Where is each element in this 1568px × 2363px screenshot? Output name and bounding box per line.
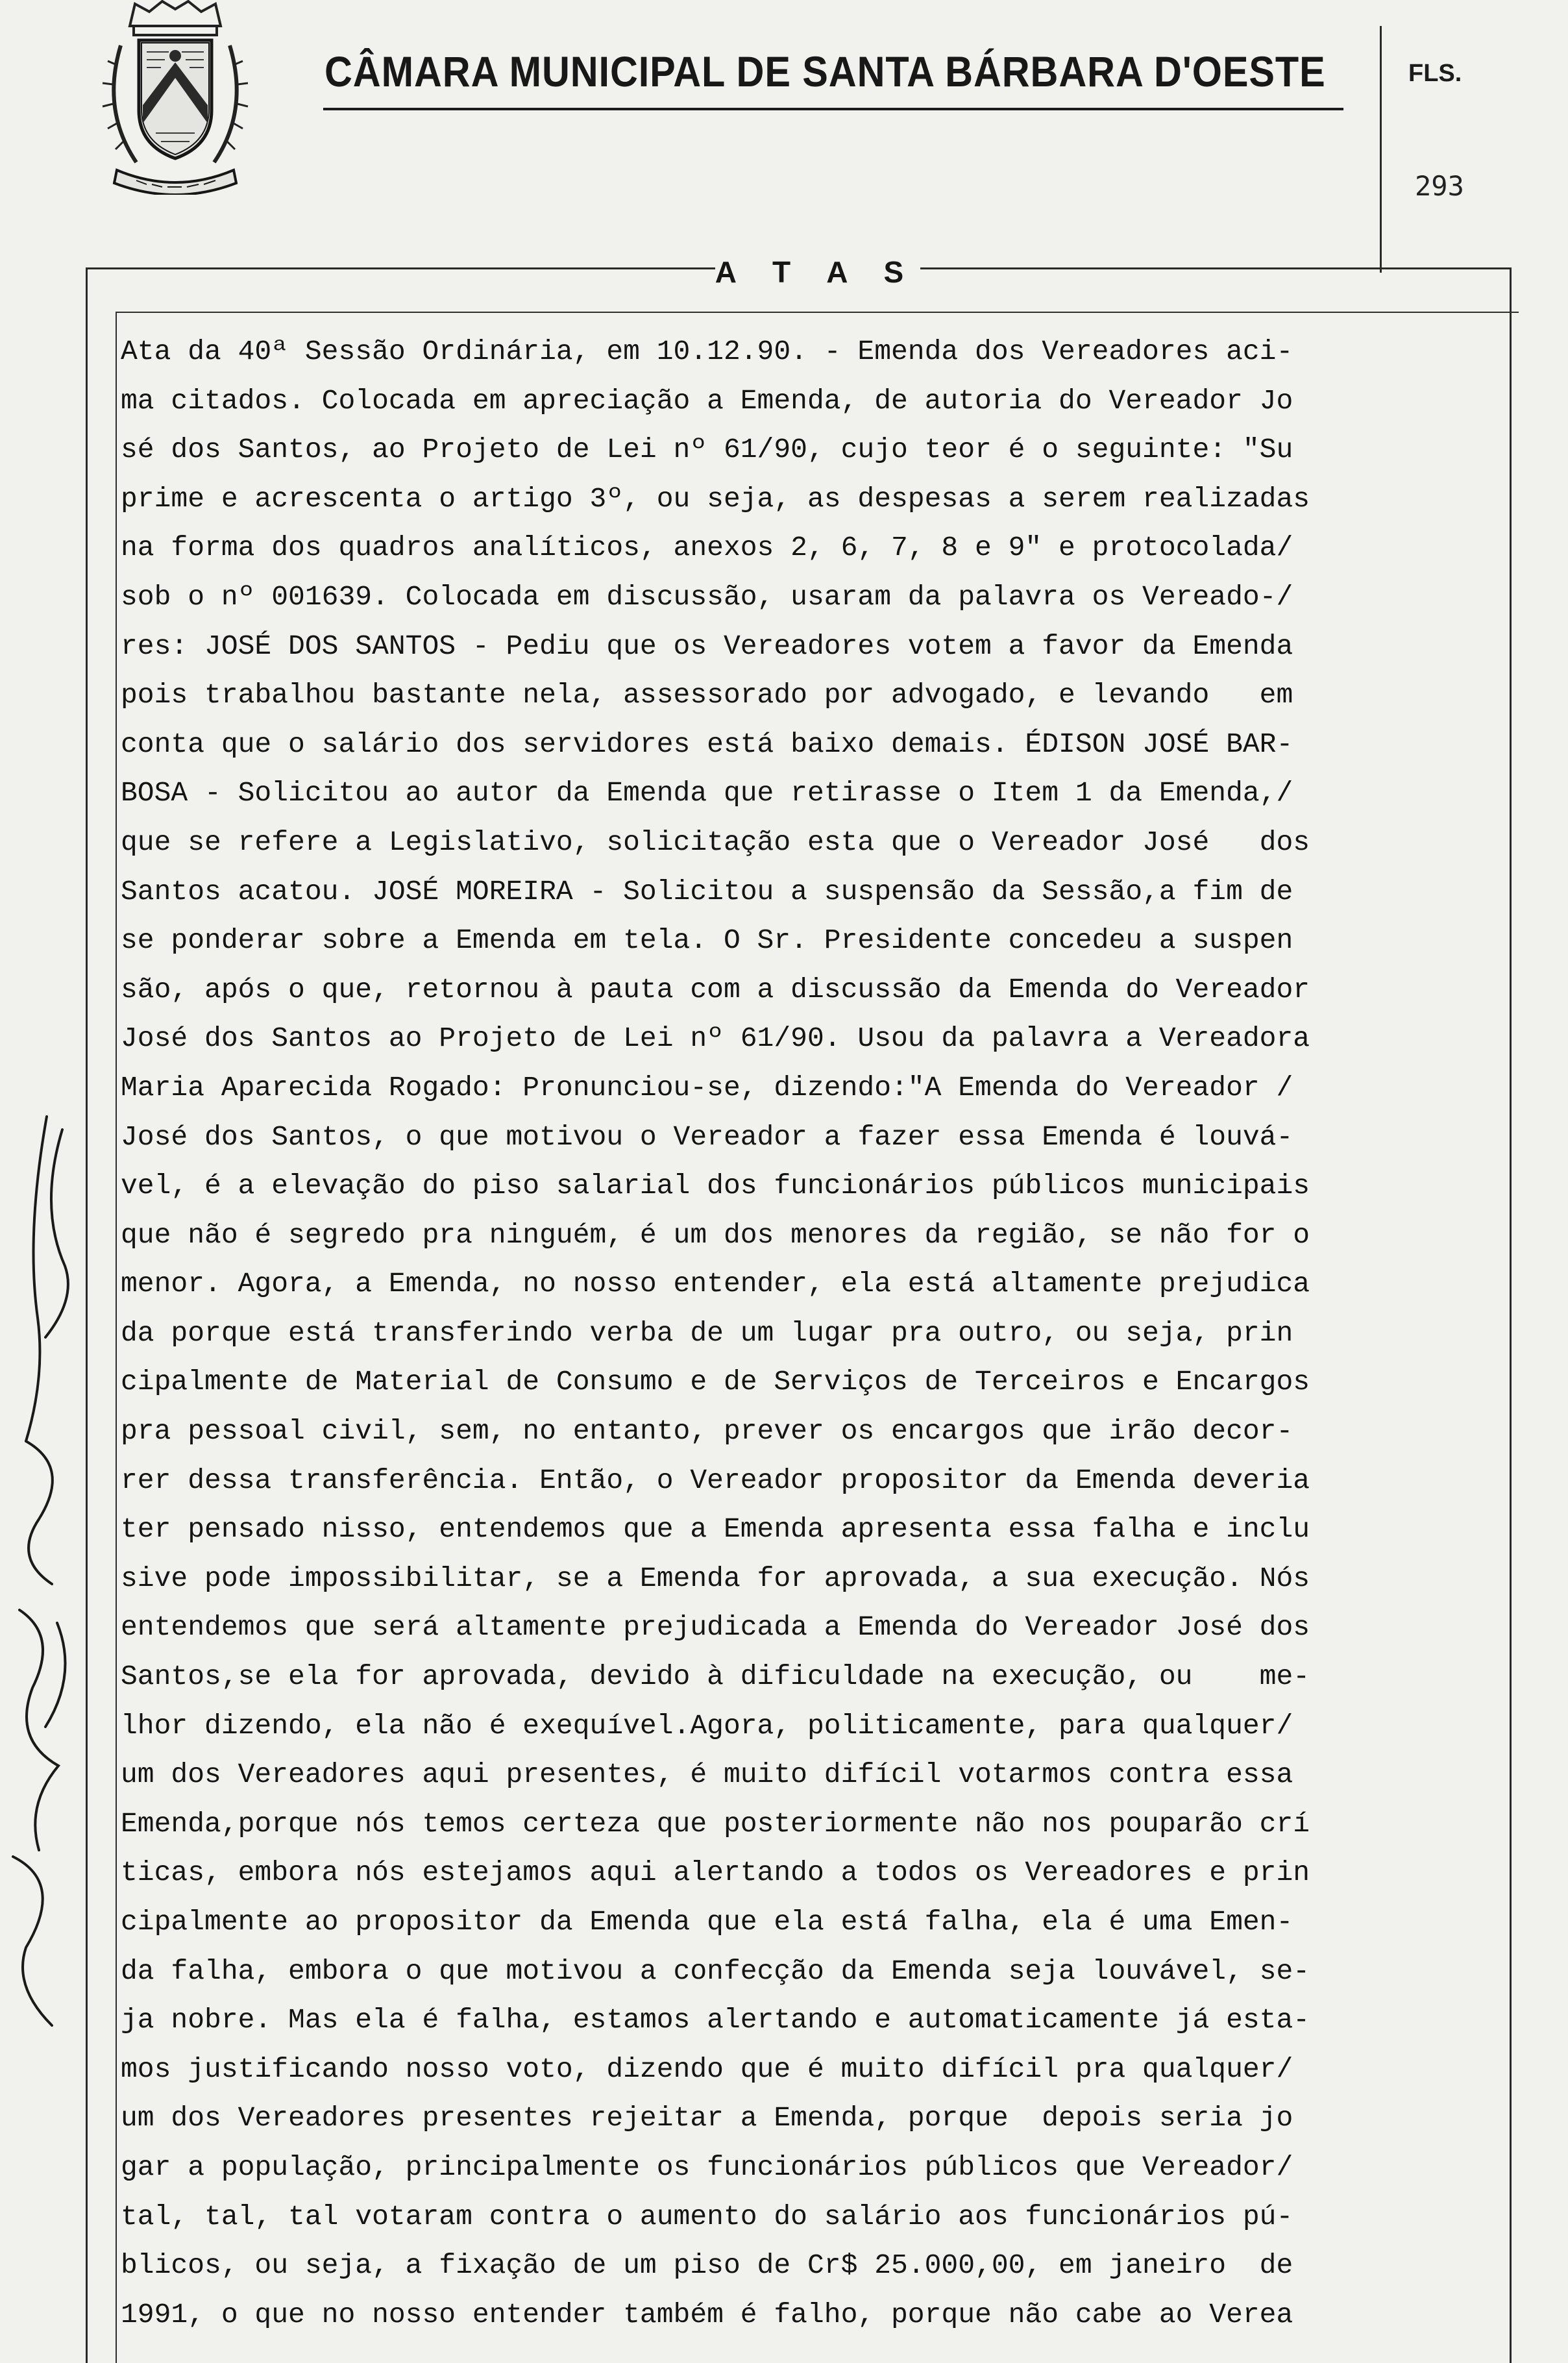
minutes-line: são, após o que, retornou à pauta com a discussão da Emenda do Vereador [121, 973, 1310, 1006]
minutes-line: conta que o salário dos servidores está baixo demais. ÉDISON JOSÉ BAR- [121, 728, 1293, 760]
minutes-line: tal, tal, tal votaram contra o aumento do salário aos funcionários pú- [121, 2200, 1293, 2233]
minutes-line: ticas, embora nós estejamos aqui alertando a todos os Vereadores e prin [121, 1857, 1310, 1889]
minutes-line: cipalmente de Material de Consumo e de Serviços de Terceiros e Encargos [121, 1366, 1310, 1398]
margin-signature [0, 1104, 88, 2064]
minutes-line: José dos Santos ao Projeto de Lei nº 61/90. Usou da palavra a Vereadora [121, 1022, 1310, 1055]
minutes-line: cipalmente ao propositor da Emenda que ela está falha, ela é uma Emen- [121, 1906, 1293, 1938]
frame-right-border [1510, 267, 1512, 2363]
frame-top-right-rule [920, 267, 1511, 269]
minutes-line: sob o nº 001639. Colocada em discussão, usaram da palavra os Vereado-/ [121, 580, 1293, 613]
header-divider [1380, 26, 1382, 273]
minutes-line: ter pensado nisso, entendemos que a Emenda apresenta essa falha e inclu [121, 1513, 1310, 1546]
minutes-line: um dos Vereadores presentes rejeitar a Emenda, porque depois seria jo [121, 2102, 1293, 2134]
coat-of-arms-seal [97, 0, 253, 195]
frame-top-left-rule [86, 267, 715, 269]
folio-number: 293 [1415, 170, 1464, 202]
minutes-line: menor. Agora, a Emenda, no nosso entender, ela está altamente prejudica [121, 1268, 1310, 1300]
minutes-line: res: JOSÉ DOS SANTOS - Pediu que os Vereadores votem a favor da Emenda [121, 630, 1293, 662]
minutes-line: rer dessa transferência. Então, o Vereador propositor da Emenda deveria [121, 1464, 1310, 1496]
minutes-line: que não é segredo pra ninguém, é um dos menores da região, se não for o [121, 1219, 1310, 1251]
minutes-line: lhor dizendo, ela não é exequível.Agora, politicamente, para qualquer/ [121, 1709, 1293, 1742]
minutes-line: Santos acatou. JOSÉ MOREIRA - Solicitou a suspensão da Sessão,a fim de [121, 875, 1293, 908]
minutes-line: José dos Santos, o que motivou o Vereador a fazer essa Emenda é louvá- [121, 1120, 1293, 1153]
minutes-line: sé dos Santos, ao Projeto de Lei nº 61/90, cujo teor é o seguinte: "Su [121, 434, 1293, 466]
minutes-line: mos justificando nosso voto, dizendo que é muito difícil pra qualquer/ [121, 2053, 1293, 2085]
institution-name: CÂMARA MUNICIPAL DE SANTA BÁRBARA D'OESTE [325, 47, 1326, 95]
minutes-line: da porque está transferindo verba de um lugar pra outro, ou seja, prin [121, 1317, 1293, 1349]
minutes-line: pra pessoal civil, sem, no entanto, prever os encargos que irão decor- [121, 1415, 1293, 1448]
minutes-line: prime e acrescenta o artigo 3º, ou seja, as despesas a serem realizadas [121, 482, 1310, 515]
minutes-line: pois trabalhou bastante nela, assessorado por advogado, e levando em [121, 679, 1293, 711]
minutes-line: Ata da 40ª Sessão Ordinária, em 10.12.90. - Emenda dos Vereadores aci- [121, 336, 1293, 367]
minutes-line: Emenda,porque nós temos certeza que posteriormente não nos pouparão crí [121, 1807, 1310, 1840]
minutes-line: BOSA - Solicitou ao autor da Emenda que retirasse o Item 1 da Emenda,/ [121, 777, 1293, 810]
inner-top-rule [116, 312, 1519, 313]
minutes-line: um dos Vereadores aqui presentes, é muito difícil votarmos contra essa [121, 1759, 1293, 1791]
minutes-line: ma citados. Colocada em apreciação a Emenda, de autoria do Vereador Jo [121, 384, 1293, 417]
folio-label: FLS. [1408, 60, 1462, 87]
minutes-line: Maria Aparecida Rogado: Pronunciou-se, dizendo:"A Emenda do Vereador / [121, 1071, 1293, 1104]
minutes-line: vel, é a elevação do piso salarial dos funcionários públicos municipais [121, 1170, 1310, 1202]
inner-margin-rule [116, 312, 117, 2363]
section-title: A T A S [715, 255, 918, 289]
minutes-line: que se refere a Legislativo, solicitação esta que o Vereador José dos [121, 826, 1310, 858]
minutes-line: na forma dos quadros analíticos, anexos 2, 6, 7, 8 e 9" e protocolada/ [121, 532, 1293, 564]
minutes-line: Santos,se ela for aprovada, devido à dificuldade na execução, ou me- [121, 1661, 1310, 1693]
minutes-line: se ponderar sobre a Emenda em tela. O Sr. Presidente concedeu a suspen [121, 924, 1293, 957]
minutes-body [121, 327, 1507, 2339]
title-underline [323, 108, 1343, 110]
minutes-line: blicos, ou seja, a fixação de um piso de Cr$ 25.000,00, em janeiro de [121, 2249, 1293, 2282]
minutes-line: gar a população, principalmente os funcionários públicos que Vereador/ [121, 2151, 1293, 2183]
minutes-line: 1991, o que no nosso entender também é falho, porque não cabe ao Verea [121, 2298, 1293, 2331]
minutes-line: ja nobre. Mas ela é falha, estamos alertando e automaticamente já esta- [121, 2004, 1310, 2036]
minutes-line: da falha, embora o que motivou a confecção da Emenda seja louvável, se- [121, 1955, 1310, 1987]
minutes-line: sive pode impossibilitar, se a Emenda for aprovada, a sua execução. Nós [121, 1562, 1310, 1594]
minutes-line: entendemos que será altamente prejudicada a Emenda do Vereador José dos [121, 1611, 1310, 1644]
